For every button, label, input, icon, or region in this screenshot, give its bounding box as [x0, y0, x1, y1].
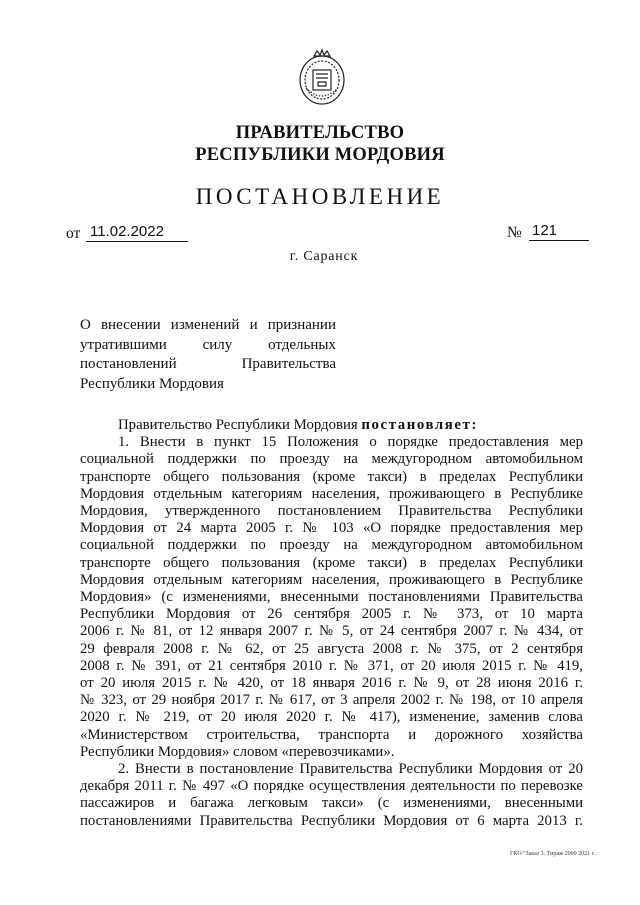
document-number: 121	[529, 222, 589, 241]
paragraph-line: от 20 июля 2015 г. № 420, от 18 января 2016 г. № 9, от 28 июня 2016 г.	[80, 675, 583, 692]
subject-line: утратившими силу отдельных	[80, 336, 336, 353]
preamble-keyword: постановляет	[361, 417, 472, 433]
paragraph-line: Республики Мордовия» словом «перевозчиками».	[80, 743, 395, 760]
paragraph-line: № 323, от 29 ноября 2017 г. № 617, от 3 апреля 2002 г. № 198, от 10 апреля	[80, 692, 583, 709]
preamble-text: Правительство Республики Мордовия	[118, 417, 362, 433]
number-prefix: №	[507, 224, 522, 241]
government-subtitle: РЕСПУБЛИКИ МОРДОВИЯ	[195, 145, 445, 165]
paragraph-line: пассажиров и багажа легковым такси» (с изменениями, внесенными	[80, 795, 583, 812]
paragraph-line: социальной поддержки по проезду на междугородном автомобильном	[80, 451, 583, 468]
document-body	[80, 417, 583, 830]
paragraph-line: декабря 2011 г. № 497 «О порядке осуществления деятельности по перевозке	[80, 778, 583, 795]
paragraph-line: 29 февраля 2008 г. № 62, от 25 августа 2008 г. № 375, от 2 сентября	[80, 640, 583, 657]
city: г. Саранск	[289, 249, 359, 264]
subject-line: О внесении изменений и признании	[80, 317, 336, 333]
paragraph-line: Республики Мордовия от 26 сентября 2005 г. № 373, от 10 марта	[80, 606, 583, 623]
date-prefix: от	[66, 225, 81, 242]
paragraph-line: социальной поддержки по проезду на междугородном автомобильном	[80, 537, 583, 554]
paragraph-line: Мордовия» (с изменениями, внесенными постановлениями Правительства	[80, 589, 583, 606]
paragraph-line: постановлениями Правительства Республики Мордовия от 6 марта 2013 г.	[80, 812, 583, 829]
subject-line: постановлений Правительства	[80, 356, 336, 372]
document-date: 11.02.2022	[86, 223, 188, 242]
preamble	[80, 417, 583, 434]
subject-line: Республики Мордовия	[80, 375, 224, 392]
paragraph-line: Мордовия отдельным категориям населения, проживающего в Республике	[80, 571, 583, 588]
paragraph-line: Мордовия отдельным категориям населения, проживающего в Республике	[80, 485, 583, 502]
document-subject	[80, 316, 336, 394]
coat-of-arms-emblem	[296, 48, 348, 108]
paragraph-line: «Министерством строительства, транспорта и дорожного хозяйства	[80, 726, 583, 743]
paragraph-line: 2. Внести в постановление Правительства Республики Мордовия от 20	[118, 761, 583, 778]
paragraph-line: транспорте общего пользования (кроме такси) в пределах Республики	[80, 554, 583, 571]
paragraph-line: 2020 г. № 219, от 20 июля 2020 г. № 417), изменение, заменив слова	[80, 709, 583, 726]
paragraph-line: 2008 г. № 391, от 21 сентября 2010 г. № 371, от 20 июля 2015 г. № 419,	[80, 657, 583, 674]
print-mark: ГКО "Заказ 3. Тираж 2000 2021 г.	[510, 851, 595, 857]
paragraph-line: 1. Внести в пункт 15 Положения о порядке предоставления мер	[118, 434, 583, 451]
document-type: ПОСТАНОВЛЕНИЕ	[195, 184, 445, 209]
paragraph-line: Мордовия, утвержденного постановлением Правительства Республики	[80, 503, 583, 520]
paragraph-line: Мордовия от 24 марта 2005 г. № 103 «О порядке предоставления мер	[80, 520, 583, 537]
paragraph-line: транспорте общего пользования (кроме такси) в пределах Республики	[80, 468, 583, 485]
government-title: ПРАВИТЕЛЬСТВО	[235, 123, 405, 143]
paragraph-2	[80, 761, 583, 830]
paragraph-1	[80, 434, 583, 761]
paragraph-line: 2006 г. № 81, от 12 января 2007 г. № 5, от 24 сентября 2007 г. № 434, от	[80, 623, 583, 640]
preamble-colon: :	[471, 417, 478, 433]
